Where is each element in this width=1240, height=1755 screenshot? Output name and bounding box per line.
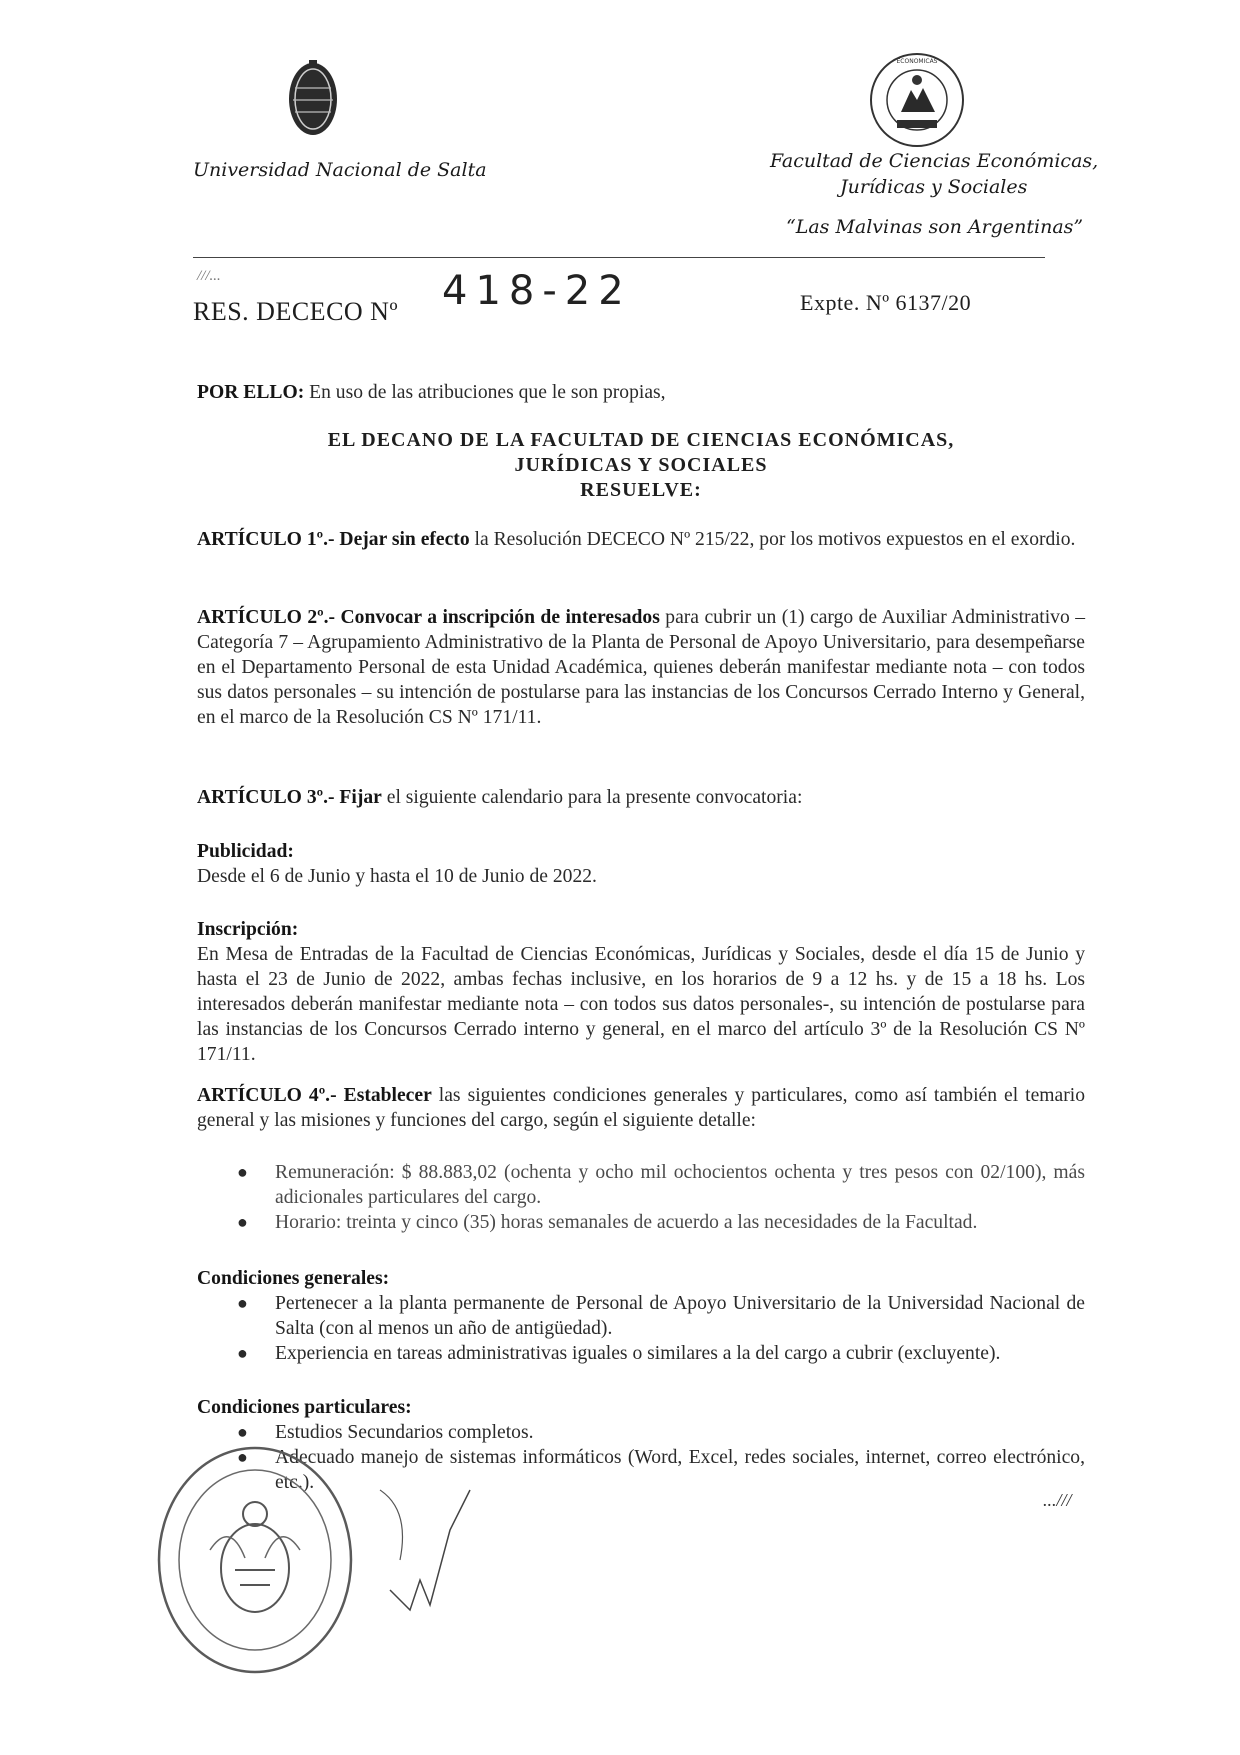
condicion-particular-1: Estudios Secundarios completos. (275, 1422, 534, 1443)
inscripcion-section (197, 917, 1085, 1067)
faculty-stamp-icon (150, 1440, 360, 1680)
list-item (197, 1291, 1085, 1341)
article-2-bold: Convocar a inscripción de interesados (340, 607, 660, 628)
inscripcion-text: En Mesa de Entradas de la Facultad de Ciencias Económicas, Jurídicas y Sociales, desde el día 15 de Junio y hasta el 23 de Junio de 2022, ambas fechas inclusive, en los horarios de 9 a 12 hs. y de 15 a 18 hs. Los interesados deberán manifestar mediante nota – con todos sus datos personales-, su intención de postularse para las instancias de los Concursos Cerrado interno y general, en el marco del artículo 3º de la Resolución CS Nº 171/11. (197, 944, 1085, 1065)
bullet-icon: ● (237, 1293, 248, 1313)
article-3-label: ARTÍCULO 3º.- (197, 787, 335, 808)
signature-icon (370, 1470, 490, 1620)
continuation-mark-top: ///... (197, 268, 221, 284)
bullet-icon: ● (237, 1212, 248, 1232)
resolves-line1: EL DECANO DE LA FACULTAD DE CIENCIAS ECONÓMICAS, (327, 429, 955, 451)
svg-text:ECONOMICAS: ECONOMICAS (896, 58, 938, 65)
bullet-icon: ● (237, 1162, 248, 1182)
por-ello-text: En uso de las atribuciones que le son propias, (309, 382, 666, 403)
list-item (197, 1341, 1085, 1366)
condiciones-generales-heading: Condiciones generales: (197, 1268, 390, 1289)
article-1-label: ARTÍCULO 1º.- (197, 529, 335, 550)
article-2 (197, 605, 1085, 730)
condiciones-generales (197, 1266, 1085, 1366)
condicion-particular-2: Adecuado manejo de sistemas informáticos (Word, Excel, redes sociales, internet, correo electrónico, etc.). (275, 1447, 1085, 1493)
institutional-motto: “Las Malvinas son Argentinas” (786, 216, 1084, 238)
header-divider (193, 257, 1045, 258)
bullet-icon: ● (237, 1447, 248, 1467)
bullet-icon: ● (237, 1422, 248, 1442)
article-4-bold: Establecer (343, 1085, 432, 1106)
article-2-text: para cubrir un (1) cargo de Auxiliar Administrativo – Categoría 7 – Agrupamiento Administrativo de la Planta de Personal de Apoyo Universitario, para desempeñarse en el Departamento Personal de esta Unidad Académica, quienes deberán manifestar mediante nota – con todos sus datos personales – su intención de postularse para las instancias de los Concursos Cerrado Interno y General, en el marco de la Resolución CS Nº 171/11. (197, 607, 1085, 728)
article-1 (197, 527, 1085, 552)
remuneracion-text: Remuneración: $ 88.883,02 (ochenta y ocho mil ochocientos ochenta y tres pesos con 02/100), más adicionales particulares del cargo. (275, 1162, 1085, 1208)
condicion-general-1: Pertenecer a la planta permanente de Personal de Apoyo Universitario de la Universidad Nacional de Salta (con al menos un año de antigüedad). (275, 1293, 1085, 1339)
article-4-text: las siguientes condiciones generales y particulares, como así también el temario general y las misiones y funciones del cargo, según el siguiente detalle: (197, 1085, 1085, 1131)
inscripcion-heading: Inscripción: (197, 919, 299, 940)
condiciones-particulares-heading: Condiciones particulares: (197, 1397, 412, 1418)
expediente-number: Expte. Nº 6137/20 (800, 290, 972, 315)
resolution-number-handwritten: 418-22 (442, 268, 632, 314)
faculty-seal-icon (867, 50, 967, 150)
article-4-bullets (197, 1160, 1085, 1235)
continuation-mark-bottom: .../// (1043, 1490, 1072, 1510)
resolves-heading (197, 428, 1085, 503)
list-item (197, 1160, 1085, 1210)
por-ello-paragraph (197, 380, 1085, 405)
university-crest-icon (283, 58, 343, 140)
resolution-label: RES. DECECO Nº (193, 297, 399, 326)
resolves-line2: JURÍDICAS Y SOCIALES (514, 454, 768, 476)
horario-text: Horario: treinta y cinco (35) horas semanales de acuerdo a las necesidades de la Facultad. (275, 1212, 978, 1233)
faculty-name-line1: Facultad de Ciencias Económicas, (770, 150, 1099, 172)
publicidad-heading: Publicidad: (197, 841, 294, 862)
resolves-line3: RESUELVE: (580, 479, 702, 501)
list-item (197, 1210, 1085, 1235)
bullet-icon: ● (237, 1343, 248, 1363)
publicidad-text: Desde el 6 de Junio y hasta el 10 de Junio de 2022. (197, 866, 597, 887)
publicidad-section (197, 839, 1085, 889)
article-1-text: la Resolución DECECO Nº 215/22, por los motivos expuestos en el exordio. (474, 529, 1076, 550)
por-ello-lead: POR ELLO: (197, 382, 305, 403)
article-1-bold: Dejar sin efecto (339, 529, 470, 550)
article-4 (197, 1083, 1085, 1133)
article-2-label: ARTÍCULO 2º.- (197, 607, 336, 628)
article-3-text: el siguiente calendario para la presente convocatoria: (386, 787, 803, 808)
university-name: Universidad Nacional de Salta (193, 159, 487, 181)
faculty-name-line2: Jurídicas y Sociales (840, 176, 1028, 198)
article-3-bold: Fijar (339, 787, 382, 808)
article-4-label: ARTÍCULO 4º.- (197, 1085, 337, 1106)
article-3 (197, 785, 1085, 810)
condicion-general-2: Experiencia en tareas administrativas iguales o similares a la del cargo a cubrir (excluyente). (275, 1343, 1001, 1364)
